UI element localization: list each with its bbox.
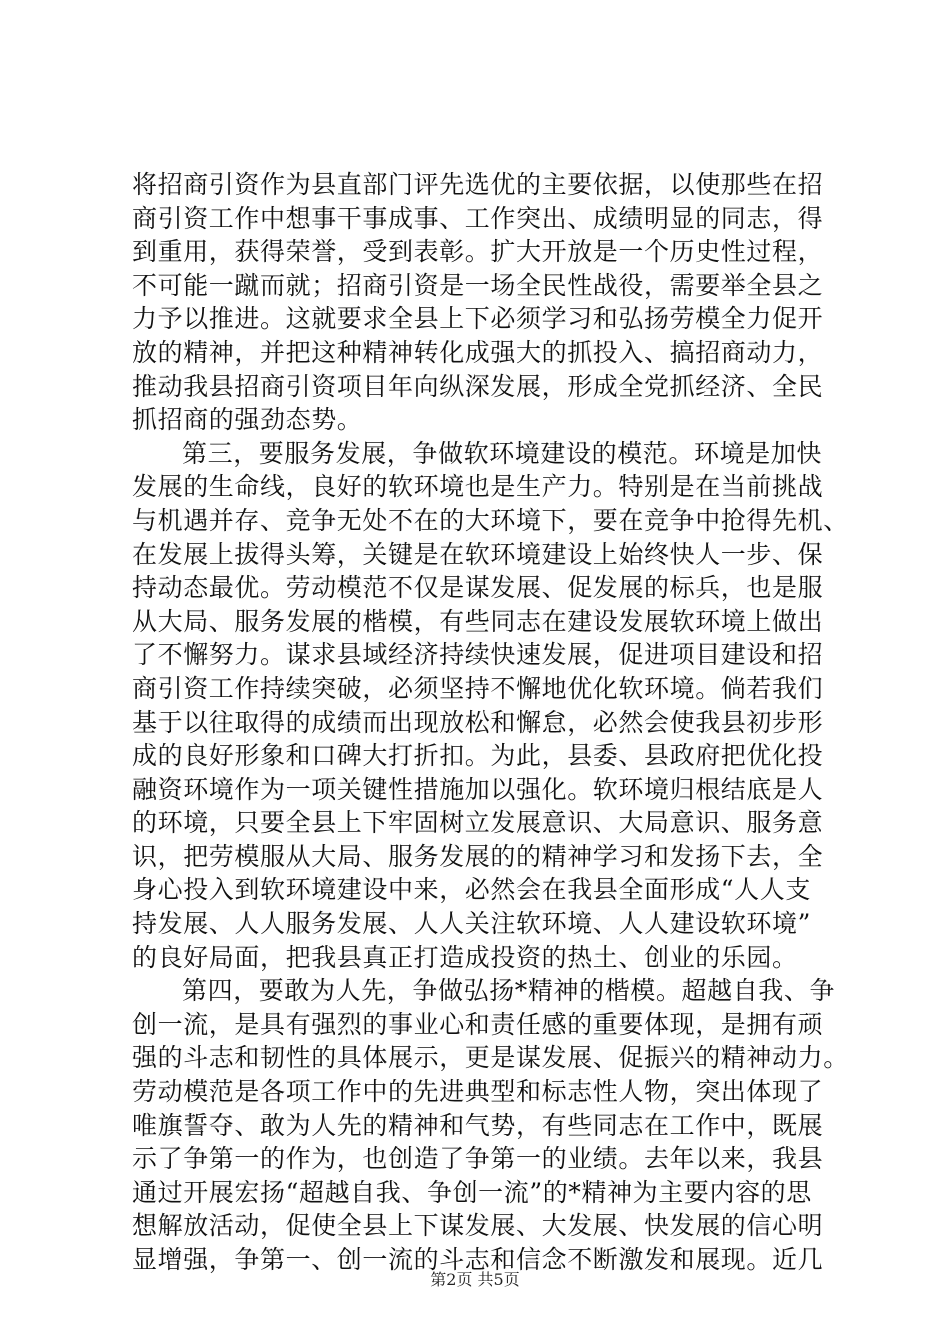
body-text [132, 168, 849, 1277]
text-line: 推动我县招商引资项目年向纵深发展，形成全党抓经济、全民 [132, 371, 824, 401]
page-footer: 第2页 共5页 [430, 1270, 520, 1289]
text-line: 到重用，获得荣誉，受到表彰。扩大开放是一个历史性过程， [132, 237, 824, 267]
text-line: 劳动模范是各项工作中的先进典型和标志性人物，突出体现了 [132, 1077, 824, 1107]
text-line: 与机遇并存、竞争无处不在的大环境下，要在竞争中抢得先机、 [132, 505, 849, 535]
text-line: 成的良好形象和口碑大打折扣。为此，县委、县政府把优化投 [132, 741, 824, 771]
text-line: 融资环境作为一项关键性措施加以强化。软环境归根结底是人 [132, 774, 824, 804]
text-line: 力予以推进。这就要求全县上下必须学习和弘扬劳模全力促开 [132, 304, 824, 334]
text-line: 唯旗誓夺、敢为人先的精神和气势，有些同志在工作中，既展 [132, 1110, 824, 1140]
text-line: 显增强，争第一、创一流的斗志和信念不断激发和展现。近几 [132, 1245, 824, 1274]
text-line: 的良好局面，把我县真正打造成投资的热土、创业的乐园。 [132, 942, 798, 972]
text-line: 将招商引资作为县直部门评先选优的主要依据，以使那些在招 [132, 170, 824, 199]
text-line: 从大局、服务发展的楷模，有些同志在建设发展软环境上做出 [132, 606, 824, 636]
text-line: 持动态最优。劳动模范不仅是谋发展、促发展的标兵，也是服 [132, 573, 824, 603]
text-line: 基于以往取得的成绩而出现放松和懈怠，必然会使我县初步形 [132, 707, 824, 737]
text-line: 在发展上拔得头筹，关键是在软环境建设上始终快人一步、保 [132, 539, 824, 569]
text-line: 持发展、人人服务发展、人人关注软环境、人人建设软环境” [132, 909, 811, 939]
text-line: 商引资工作中想事干事成事、工作突出、成绩明显的同志，得 [132, 203, 824, 233]
text-line: 创一流，是具有强烈的事业心和责任感的重要体现，是拥有顽 [132, 1009, 824, 1039]
text-line: 的环境，只要全县上下牢固树立发展意识、大局意识、服务意 [132, 808, 824, 838]
paragraph-start-line: 第三，要服务发展，争做软环境建设的模范。环境是加快 [182, 438, 823, 468]
text-line: 强的斗志和韧性的具体展示，更是谋发展、促振兴的精神动力。 [132, 1043, 849, 1073]
text-line: 身心投入到软环境建设中来，必然会在我县全面形成“人人支 [132, 875, 811, 905]
text-line: 发展的生命线，良好的软环境也是生产力。特别是在当前挑战 [132, 472, 824, 502]
text-line: 通过开展宏扬“超越自我、争创一流”的*精神为主要内容的思 [132, 1177, 812, 1207]
text-line: 了不懈努力。谋求县域经济持续快速发展，促进项目建设和招 [132, 640, 824, 670]
text-line: 抓招商的强劲态势。 [132, 405, 363, 435]
paragraph-start-line: 第四，要敢为人先，争做弘扬*精神的楷模。超越自我、争 [182, 976, 836, 1006]
text-line: 商引资工作持续突破，必须坚持不懈地优化软环境。倘若我们 [132, 673, 824, 703]
text-line: 想解放活动，促使全县上下谋发展、大发展、快发展的信心明 [132, 1211, 824, 1241]
text-line: 不可能一蹴而就；招商引资是一场全民性战役，需要举全县之 [132, 270, 824, 300]
text-line: 识，把劳模服从大局、服务发展的的精神学习和发扬下去，全 [132, 841, 824, 871]
text-line: 示了争第一的作为，也创造了争第一的业绩。去年以来，我县 [132, 1144, 824, 1174]
text-line: 放的精神，并把这种精神转化成强大的抓投入、搞招商动力， [132, 337, 824, 367]
